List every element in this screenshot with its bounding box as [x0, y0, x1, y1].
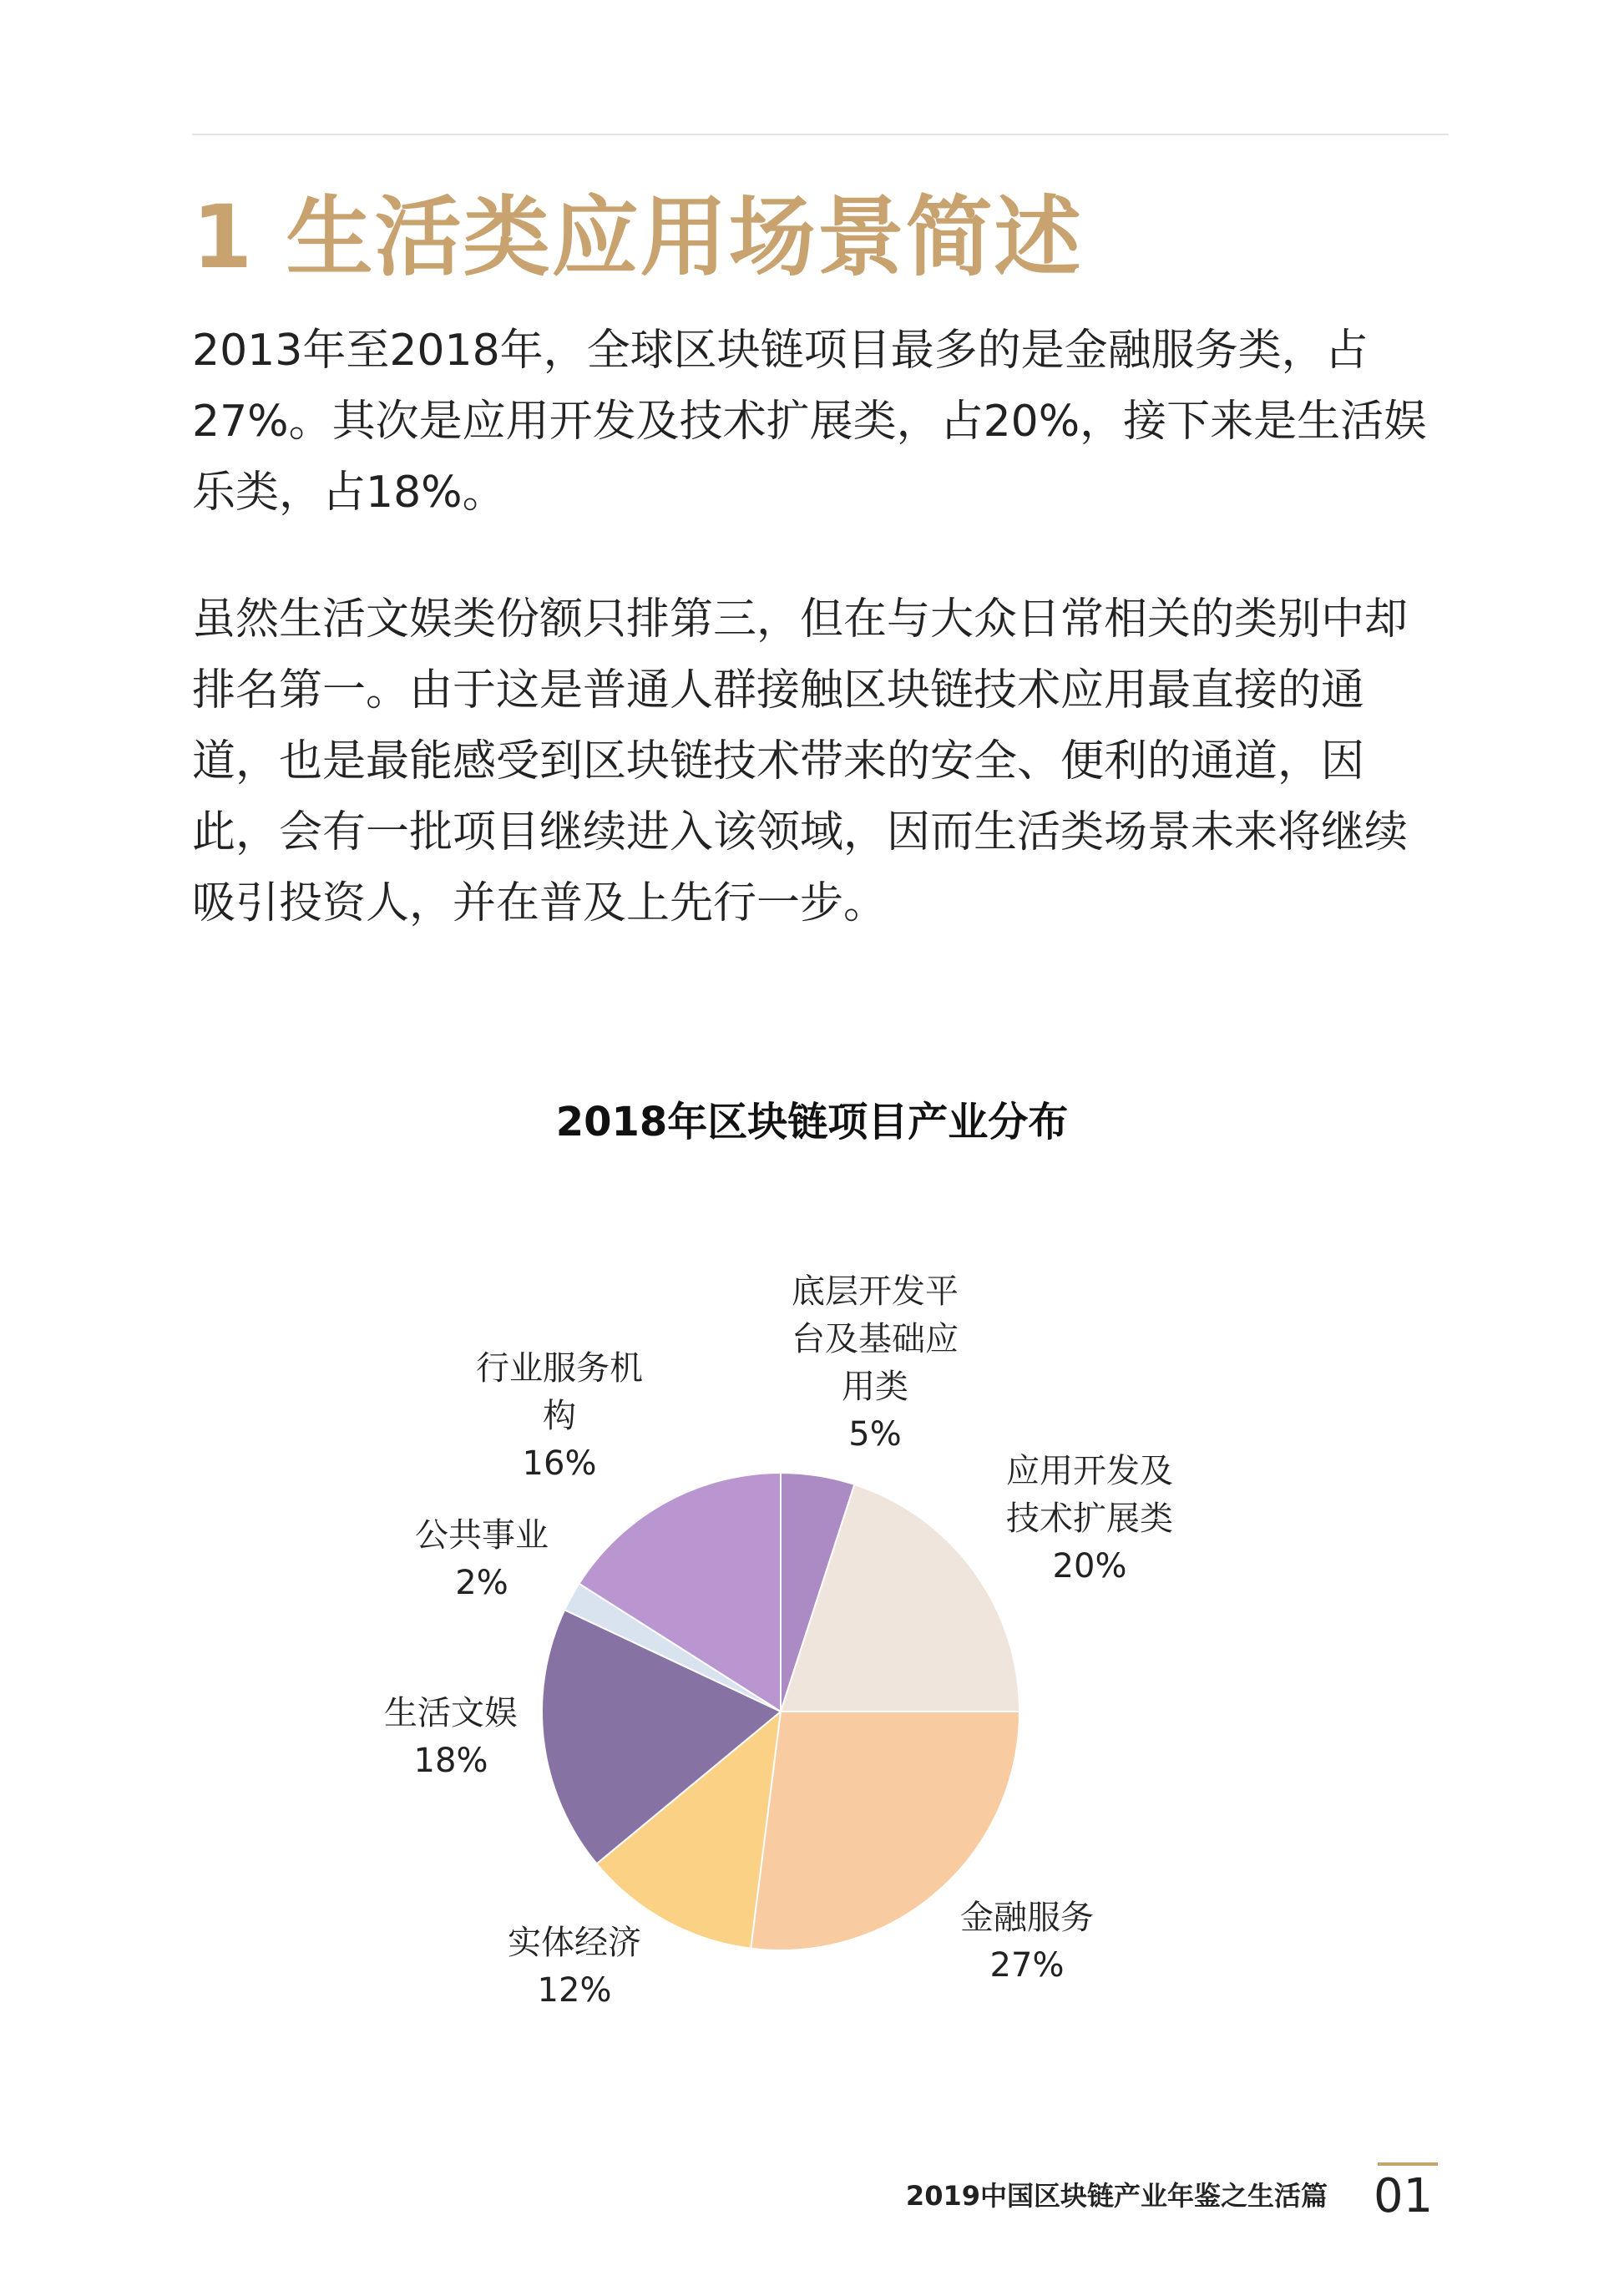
page-number: 01: [1374, 2169, 1434, 2223]
slice-label: 公共事业 2%: [415, 1516, 549, 1602]
paragraph-1-text: 2013年至2018年，全球区块链项目最多的是金融服务类，占27%。其次是应用开发及技术扩展类，占20%，接下来是生活娱乐类，占18%。: [192, 326, 1428, 518]
slice-label: 应用开发及技术扩展类 20%: [1006, 1452, 1173, 1585]
footer-title: 2019中国区块链产业年鉴之生活篇: [905, 2180, 1328, 2212]
slice-label: 底层开发平台及基础应用类 5%: [792, 1272, 959, 1454]
page-title: 1 生活类应用场景简述: [192, 186, 1083, 288]
paragraph-2-text: 虽然生活文娱类份额只排第三，但在与大众日常相关的类别中却排名第一。由于这是普通人群接触区块链技术应用最直接的通道，也是最能感受到区块链技术带来的安全、便利的通道，因此，会有一批项目继续进入该领域，因而生活类场景未来将继续吸引投资人，并在普及上先行一步。: [192, 594, 1409, 928]
footer-accent-rule: [1378, 2162, 1438, 2166]
slice-label: 金融服务 27%: [960, 1899, 1094, 1985]
slice-label: 生活文娱 18%: [384, 1694, 518, 1780]
slice-label: 实体经济 12%: [508, 1924, 641, 2010]
chart-title: 2018年区块链项目产业分布: [555, 1099, 1069, 1145]
slice-label: 行业服务机构 16%: [476, 1349, 643, 1483]
